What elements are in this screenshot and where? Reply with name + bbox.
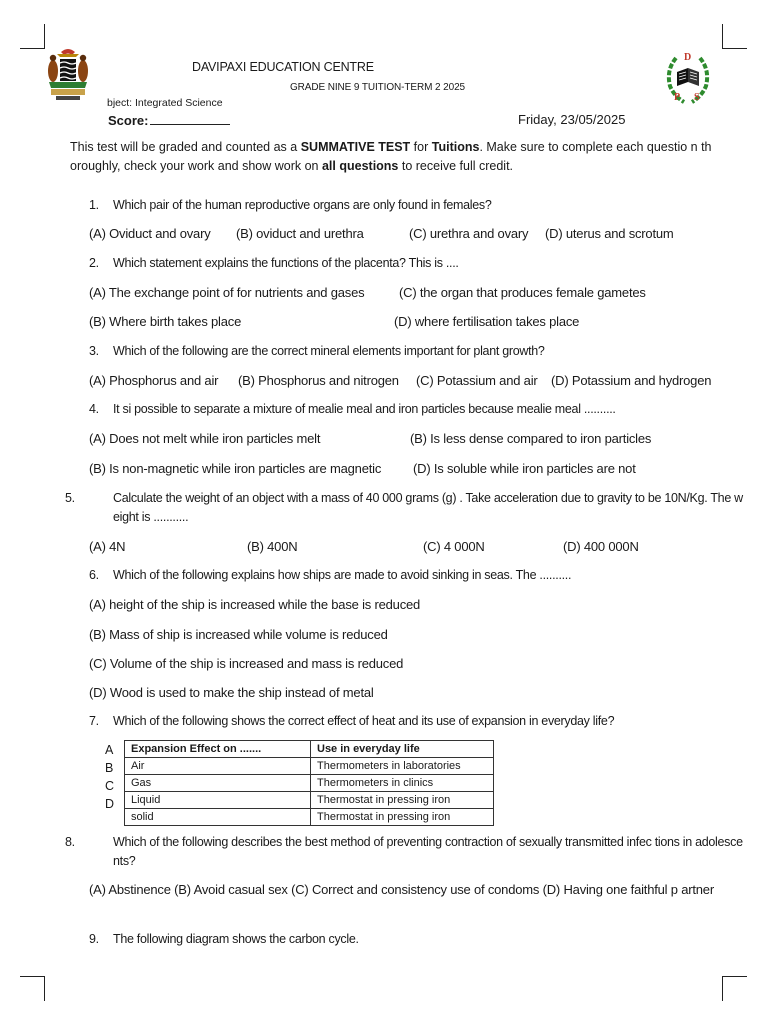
- question-text: It si possible to separate a mixture of mealie meal and iron particles because mealie meal ..........: [113, 402, 616, 416]
- question-number: 7.: [89, 714, 99, 728]
- question-number: 3.: [89, 344, 99, 358]
- q4-option-d: (D) Is soluble while iron particles are not: [413, 461, 636, 476]
- q1-option-c: (C) urethra and ovary: [409, 226, 529, 241]
- question-text: The following diagram shows the carbon cycle.: [113, 932, 359, 946]
- crop-mark-top-left: [20, 24, 45, 49]
- question-number: 2.: [89, 256, 99, 270]
- expansion-table: [124, 740, 494, 826]
- table-cell: Thermometers in laboratories: [311, 758, 494, 775]
- dps-logo: [662, 48, 714, 106]
- q3-option-b: (B) Phosphorus and nitrogen: [238, 373, 399, 388]
- score-field: [108, 112, 230, 128]
- score-blank: [150, 112, 230, 125]
- intro-emphasis-summative: SUMMATIVE TEST: [300, 140, 411, 154]
- q4-option-a: (A) Does not melt while iron particles melt: [89, 431, 321, 446]
- table-cell: Thermostat in pressing iron: [311, 809, 494, 826]
- q7-letter-d: D: [105, 797, 115, 811]
- table-header-row: [125, 741, 494, 758]
- question-6: [89, 568, 571, 582]
- question-9: [89, 932, 359, 946]
- crop-mark-top-right: [722, 24, 747, 49]
- question-number: 1.: [89, 198, 99, 212]
- table-cell: Thermometers in clinics: [311, 775, 494, 792]
- q1-option-a: (A) Oviduct and ovary: [89, 226, 211, 241]
- question-7: [89, 714, 614, 728]
- q6-option-b: (B) Mass of ship is increased while volume is reduced: [89, 627, 388, 642]
- table-cell: Liquid: [125, 792, 311, 809]
- question-1: [89, 198, 492, 212]
- table-row: [125, 758, 494, 775]
- question-number: 9.: [89, 932, 99, 946]
- q5-option-a: (A) 4N: [89, 539, 126, 554]
- q3-option-d: (D) Potassium and hydrogen: [551, 373, 712, 388]
- intro-emphasis-tuitions: Tuitions: [431, 140, 480, 154]
- q5-option-c: (C) 4 000N: [423, 539, 485, 554]
- q5-option-b: (B) 400N: [247, 539, 298, 554]
- q2-option-b: (B) Where birth takes place: [89, 314, 242, 329]
- question-text: Which of the following explains how ships are made to avoid sinking in seas. The ..........: [113, 568, 572, 582]
- question-text: Calculate the weight of an object with a mass of 40 000 grams (g) . Take acceleration due to gravity to be 10N/Kg. The weight is ...........: [113, 491, 743, 524]
- question-text: Which of the following describes the best method of preventing contraction of sexually transmitted infec tions in adolescents?: [113, 835, 743, 868]
- q7-letter-c: C: [105, 779, 115, 793]
- q6-option-c: (C) Volume of the ship is increased and mass is reduced: [89, 656, 404, 671]
- q8-options: (A) Abstinence (B) Avoid casual sex (C) Correct and consistency use of condoms (D) Having one faithful p artner: [89, 882, 714, 897]
- question-text: Which of the following shows the correct effect of heat and its use of expansion in everyday life?: [113, 714, 615, 728]
- q3-option-a: (A) Phosphorus and air: [89, 373, 219, 388]
- intro-emphasis-all-questions: all questions: [321, 159, 399, 173]
- logo-letter-p: P: [674, 92, 681, 103]
- question-number: 6.: [89, 568, 99, 582]
- table-row: [125, 792, 494, 809]
- q7-option-letters: [105, 741, 114, 813]
- test-date: Friday, 23/05/2025: [518, 112, 626, 127]
- grade-term: GRADE NINE 9 TUITION-TERM 2 2025: [290, 82, 465, 93]
- coat-of-arms-logo: [43, 46, 93, 102]
- q2-option-d: (D) where fertilisation takes place: [394, 314, 580, 329]
- question-3: [89, 344, 545, 358]
- question-text: Which statement explains the functions of the placenta? This is ....: [113, 256, 459, 270]
- crop-mark-bottom-right: [722, 976, 747, 1001]
- question-8: [65, 833, 743, 871]
- q4-option-b: (B) Is less dense compared to iron particles: [410, 431, 652, 446]
- question-number: 4.: [89, 402, 99, 416]
- table-cell: solid: [125, 809, 311, 826]
- intro-text: to receive full credit.: [398, 159, 514, 173]
- q2-option-c: (C) the organ that produces female gametes: [399, 285, 646, 300]
- score-label: Score:: [108, 113, 149, 128]
- q1-option-d: (D) uterus and scrotum: [545, 226, 674, 241]
- question-5: [65, 489, 743, 527]
- crop-mark-bottom-left: [20, 976, 45, 1001]
- q4-option-c: (B) Is non-magnetic while iron particles are magnetic: [89, 461, 382, 476]
- q1-option-b: (B) oviduct and urethra: [236, 226, 364, 241]
- table-cell: Gas: [125, 775, 311, 792]
- question-2: [89, 256, 459, 270]
- table-header-cell: Expansion Effect on .......: [125, 741, 311, 758]
- q7-letter-a: A: [105, 743, 114, 757]
- q3-option-c: (C) Potassium and air: [416, 373, 538, 388]
- question-4: [89, 402, 616, 416]
- q7-letter-b: B: [105, 761, 114, 775]
- intro-text: This test will be graded and counted as a: [70, 140, 301, 154]
- q2-option-a: (A) The exchange point of for nutrients and gases: [89, 285, 365, 300]
- question-number: 8.: [65, 835, 75, 849]
- school-name: DAVIPAXI EDUCATION CENTRE: [192, 60, 374, 74]
- intro-text: for: [410, 140, 432, 154]
- table-header-cell: Use in everyday life: [311, 741, 494, 758]
- q6-option-a: (A) height of the ship is increased while the base is reduced: [89, 597, 421, 612]
- question-text: Which pair of the human reproductive organs are only found in females?: [113, 198, 492, 212]
- logo-letter-d: D: [684, 52, 692, 63]
- q5-option-d: (D) 400 000N: [563, 539, 639, 554]
- table-row: [125, 809, 494, 826]
- intro-text: . Make sure to complete each questio n thoroughly, check your work and show work on: [70, 140, 712, 173]
- instructions-paragraph: [70, 138, 718, 176]
- table-row: [125, 775, 494, 792]
- question-text: Which of the following are the correct mineral elements important for plant growth?: [113, 344, 545, 358]
- question-number: 5.: [65, 491, 75, 505]
- logo-letter-s: S: [694, 92, 700, 103]
- table-cell: Thermostat in pressing iron: [311, 792, 494, 809]
- subject-label: bject: Integrated Science: [107, 97, 223, 109]
- q6-option-d: (D) Wood is used to make the ship instead of metal: [89, 685, 374, 700]
- table-cell: Air: [125, 758, 311, 775]
